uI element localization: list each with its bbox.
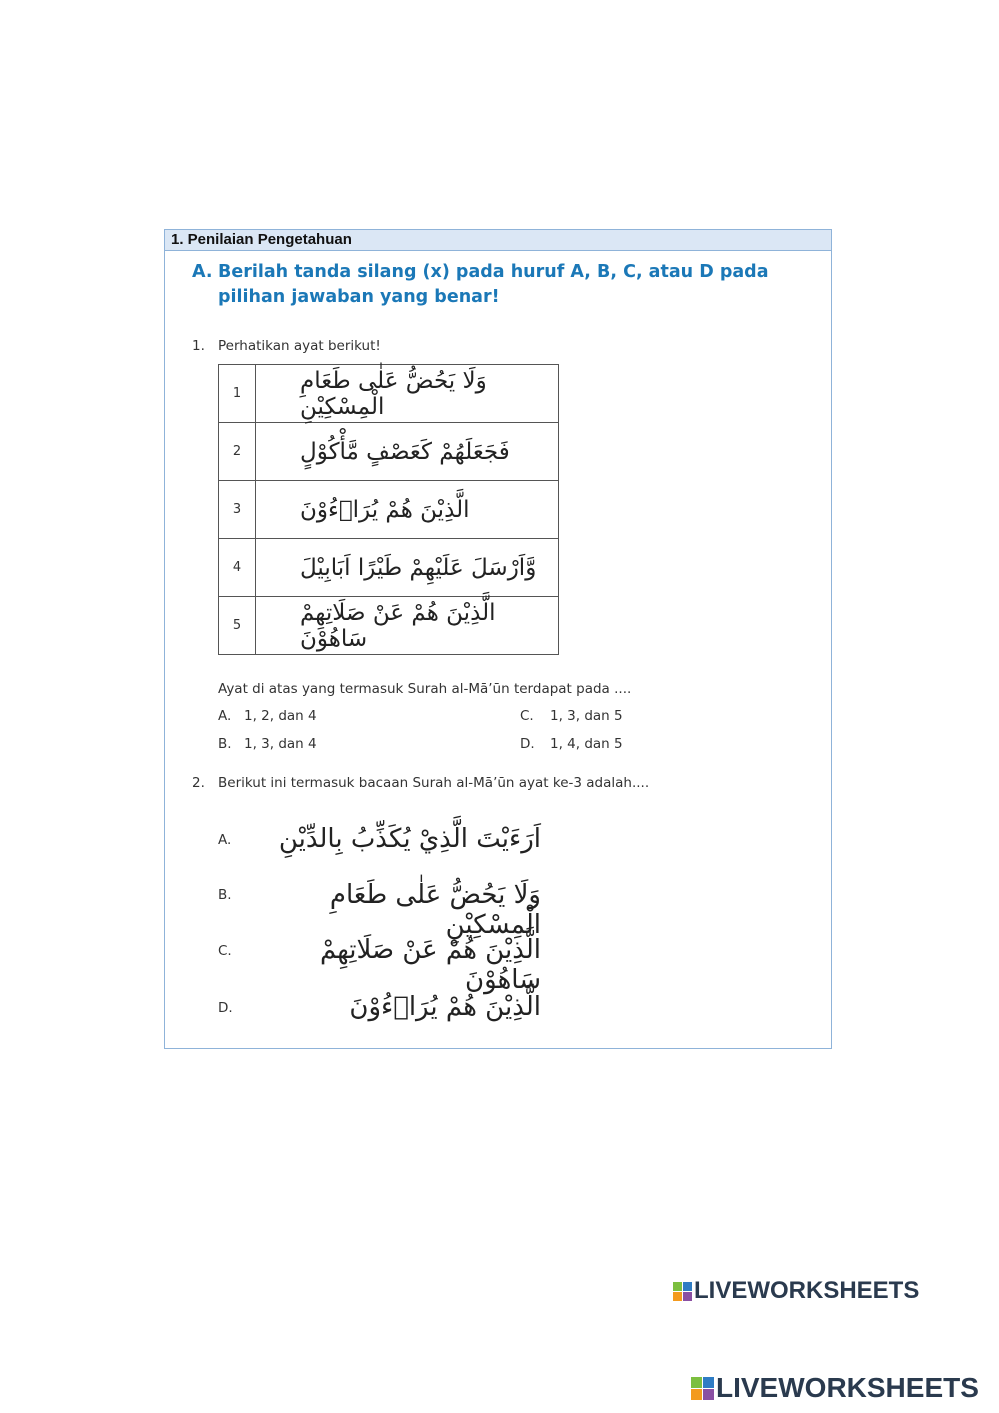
section-header: 1. Penilaian Pengetahuan <box>165 230 831 251</box>
ayat-text: الَّذِيْنَ هُمْ عَنْ صَلَاتِهِمْ سَاهُوْنَ <box>256 597 559 655</box>
liveworksheets-logo-text: LIVEWORKSHEETS <box>716 1372 979 1403</box>
question-1 <box>192 338 792 354</box>
option-text: 1, 3, dan 5 <box>550 708 623 724</box>
ayat-text: وَّاَرْسَلَ عَلَيْهِمْ طَيْرًا اَبَابِيْلَ <box>256 539 559 597</box>
ayat-text: فَجَعَلَهُمْ كَعَصْفٍ مَّأْكُوْلٍ <box>256 423 559 481</box>
q2-option-a-ayat[interactable]: اَرَءَيْتَ الَّذِيْ يُكَذِّبُ بِالدِّيْنِ <box>278 824 541 854</box>
option-text: 1, 4, dan 5 <box>550 736 623 752</box>
q2-option-d-ayat[interactable]: الَّذِيْنَ هُمْ يُرَاۤءُوْنَ <box>349 992 541 1022</box>
question-1-prompt: Perhatikan ayat berikut! <box>218 338 381 354</box>
ayat-table <box>218 364 559 655</box>
q2-option-a-label[interactable]: A. <box>218 832 232 848</box>
question-2-number: 2. <box>192 775 205 791</box>
q2-option-c-label[interactable]: C. <box>218 943 232 959</box>
option-label: A. <box>218 708 232 724</box>
row-number: 3 <box>219 481 256 539</box>
instruction-line-1: Berilah tanda silang (x) pada huruf A, B, C, atau D pada <box>218 262 769 282</box>
liveworksheets-logo-text: LIVEWORKSHEETS <box>694 1277 920 1304</box>
q1-option-a[interactable] <box>218 708 317 724</box>
table-row <box>219 539 559 597</box>
worksheet-panel <box>164 229 832 1049</box>
option-text: 1, 3, dan 4 <box>244 736 317 752</box>
table-row <box>219 481 559 539</box>
q2-option-b-ayat[interactable]: وَلَا يَحُضُّ عَلٰى طَعَامِ الْمِسْكِيْنِ <box>329 880 541 940</box>
q2-option-b-label[interactable]: B. <box>218 887 232 903</box>
table-row <box>219 365 559 423</box>
instruction-letter: A. <box>192 262 213 282</box>
question-2-prompt: Berikut ini termasuk bacaan Surah al-Mā’ūn ayat ke-3 adalah.... <box>218 775 650 791</box>
ayat-text: الَّذِيْنَ هُمْ يُرَاۤءُوْنَ <box>256 481 559 539</box>
ayat-text: وَلَا يَحُضُّ عَلٰى طَعَامِ الْمِسْكِيْنِ <box>256 365 559 423</box>
option-label: D. <box>520 736 535 752</box>
liveworksheets-logo-footer[interactable] <box>691 1372 979 1404</box>
q1-option-c[interactable] <box>520 708 623 724</box>
liveworksheets-logo-watermark <box>673 1277 919 1305</box>
question-1-number: 1. <box>192 338 205 354</box>
option-label: C. <box>520 708 534 724</box>
option-label: B. <box>218 736 232 752</box>
q2-option-d-label[interactable]: D. <box>218 1000 233 1016</box>
q1-option-b[interactable] <box>218 736 317 752</box>
q2-option-c-ayat[interactable]: الَّذِيْنَ هُمْ عَنْ صَلَاتِهِمْ سَاهُوْنَ <box>319 935 541 995</box>
liveworksheets-logo-icon <box>673 1282 692 1301</box>
instruction <box>192 260 792 310</box>
instruction-line-2: pilihan jawaban yang benar! <box>218 287 500 307</box>
row-number: 5 <box>219 597 256 655</box>
question-2 <box>192 775 812 791</box>
option-text: 1, 2, dan 4 <box>244 708 317 724</box>
liveworksheets-logo-icon <box>691 1377 714 1400</box>
row-number: 2 <box>219 423 256 481</box>
row-number: 1 <box>219 365 256 423</box>
row-number: 4 <box>219 539 256 597</box>
question-1-stem: Ayat di atas yang termasuk Surah al-Mā’ūn terdapat pada .... <box>218 681 632 697</box>
table-row <box>219 597 559 655</box>
table-row <box>219 423 559 481</box>
q1-option-d[interactable] <box>520 736 623 752</box>
